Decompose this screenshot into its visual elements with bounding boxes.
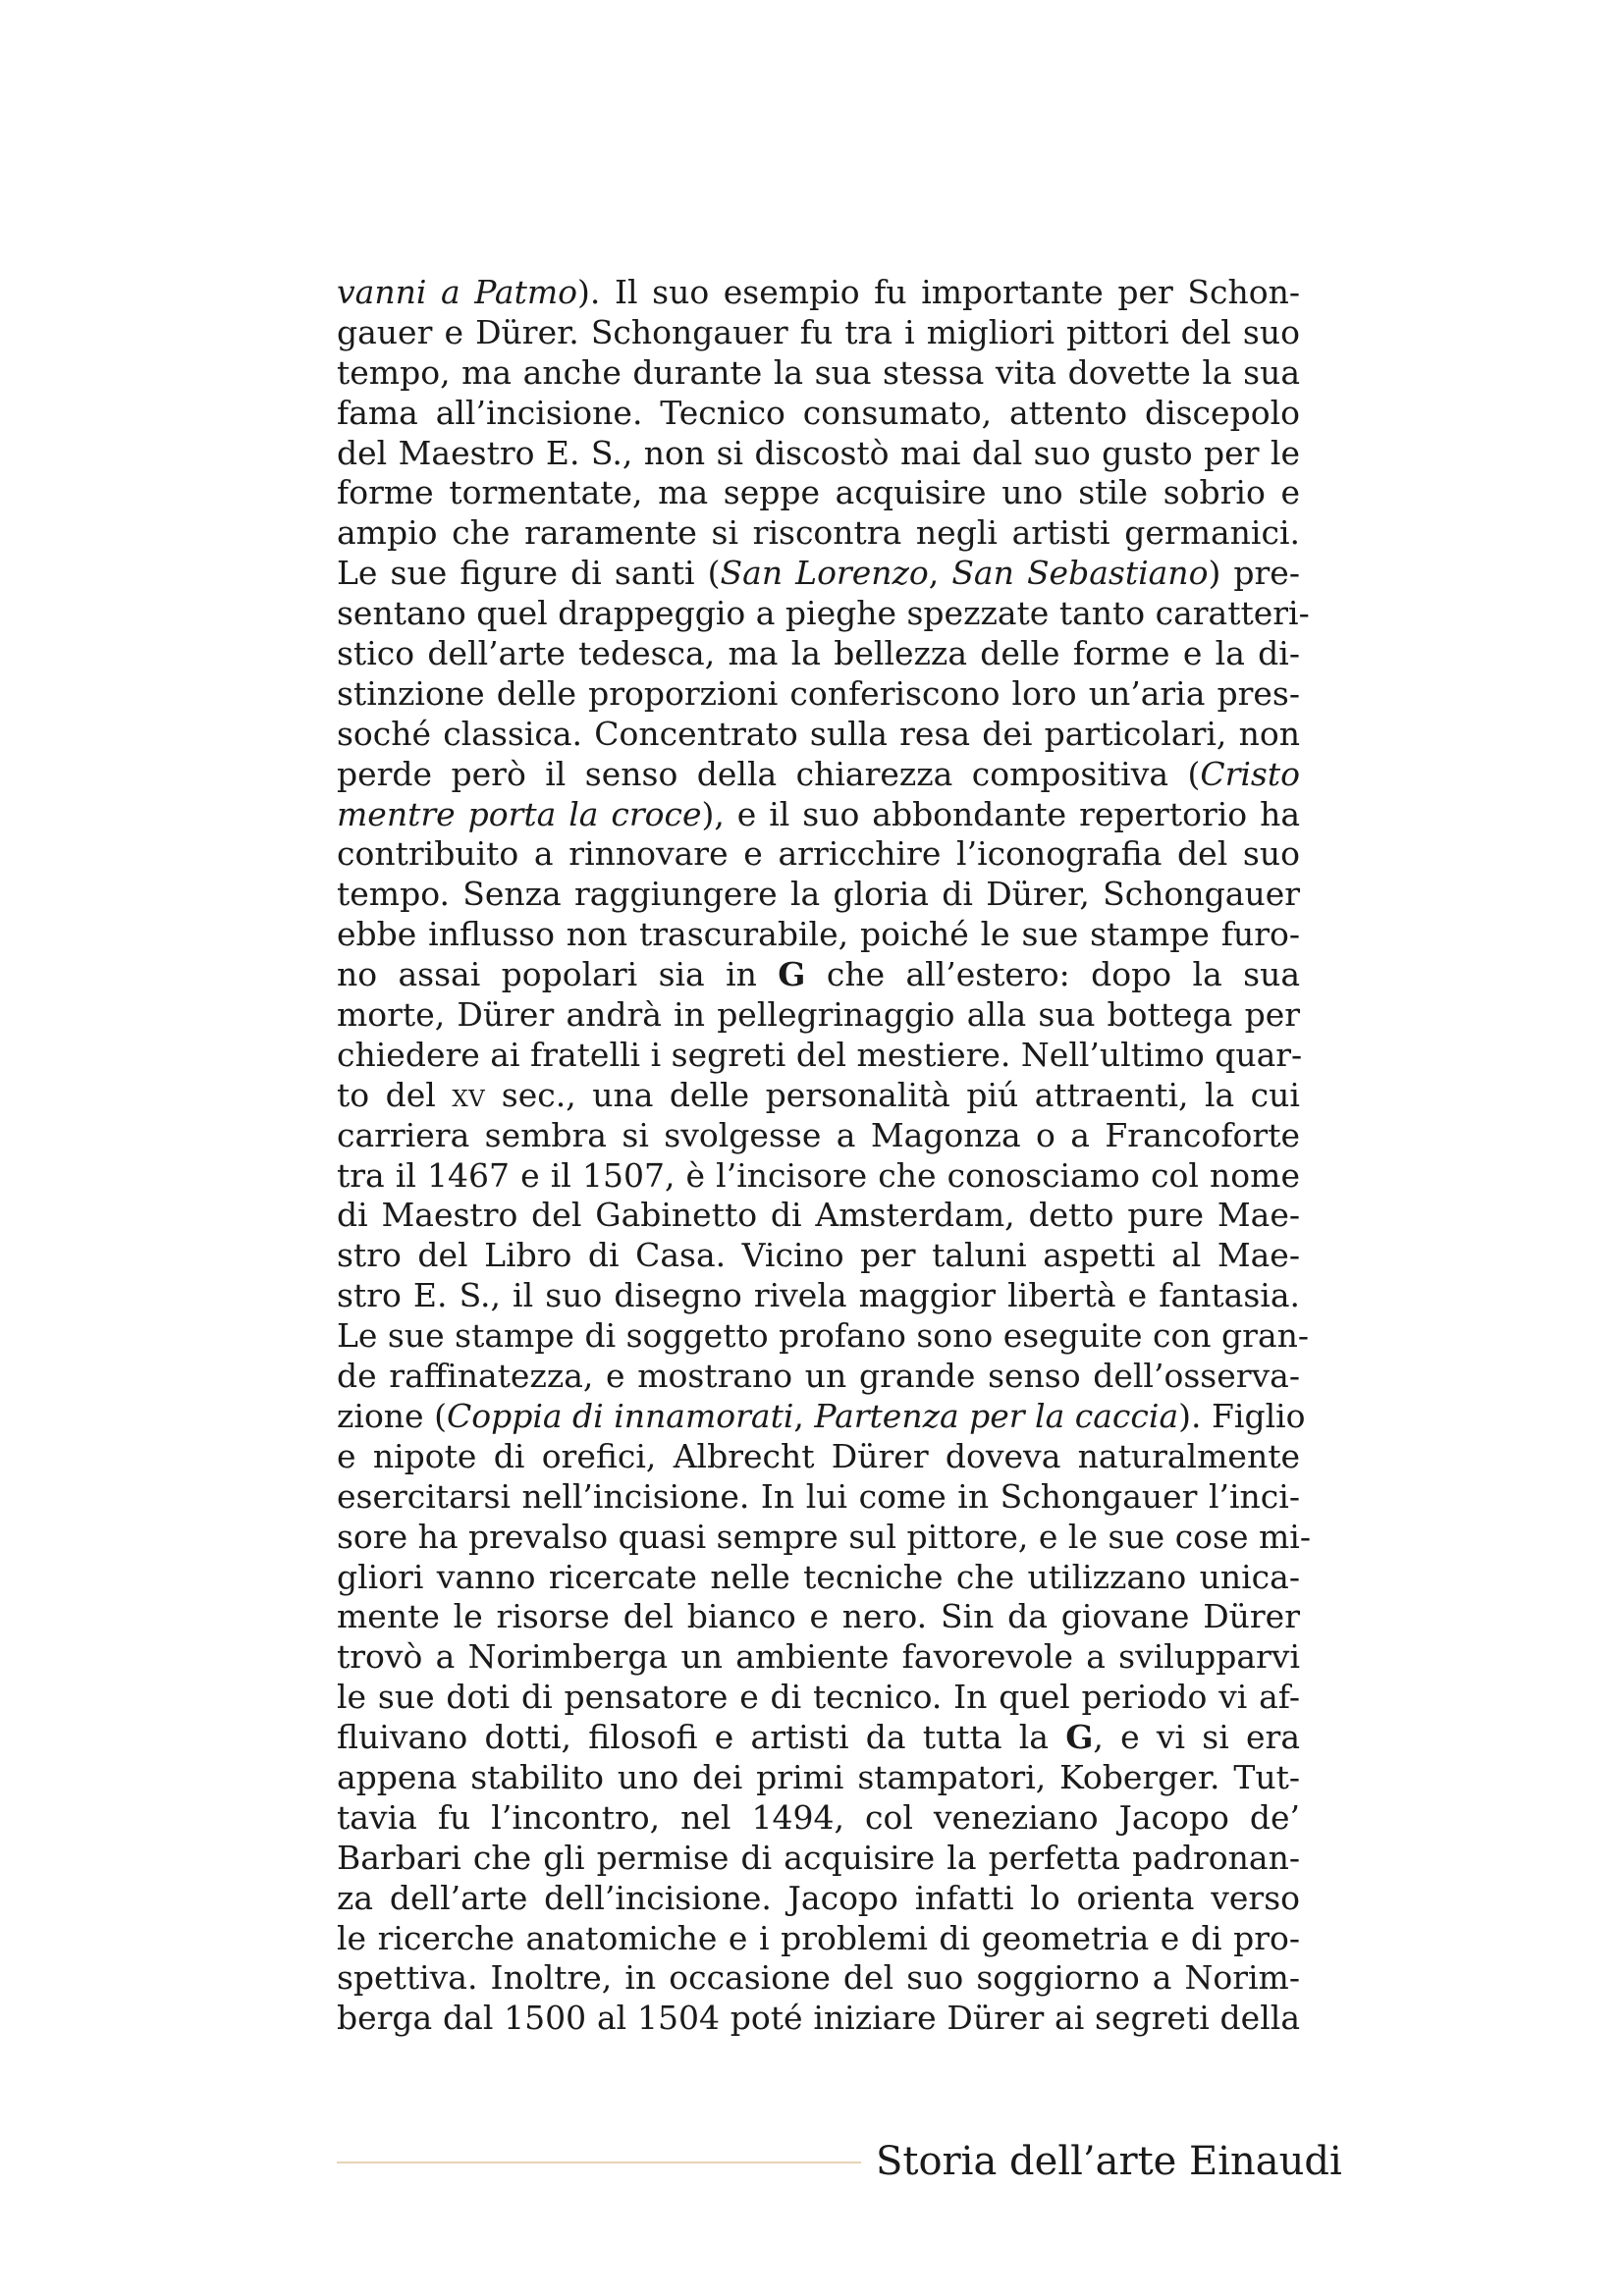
- text-line: [337, 353, 1300, 394]
- text-line: [337, 634, 1300, 674]
- text-run: sec., una delle personalità piú attraenti, la cui: [485, 1075, 1300, 1114]
- text-line: [337, 955, 1300, 995]
- italic-run: Partenza per la caccia: [814, 1396, 1179, 1435]
- text-run: esercitarsi nell’incisione. In lui come in Schongauer l’inci-: [337, 1476, 1300, 1516]
- footer-title: Storia dell’arte Einaudi: [876, 2139, 1342, 2184]
- text-run: stro E. S., il suo disegno rivela maggior libertà e fantasia.: [337, 1276, 1300, 1315]
- text-line: [337, 1316, 1310, 1357]
- text-run: tra il 1467 e il 1507, è l’incisore che conosciamo col nome: [337, 1155, 1300, 1195]
- text-run: tempo. Senza raggiungere la gloria di Dürer, Schongauer: [337, 875, 1300, 914]
- text-run: soché classica. Concentrato sulla resa dei particolari, non: [337, 714, 1300, 753]
- text-run: spettiva. Inoltre, in occasione del suo soggiorno a Norim-: [337, 1958, 1300, 1998]
- text-run: che all’estero: dopo la sua: [805, 955, 1300, 994]
- text-line: [337, 1437, 1300, 1477]
- text-line: [337, 554, 1300, 594]
- text-line: [337, 1156, 1300, 1197]
- italic-run: vanni a Patmo: [337, 273, 578, 311]
- text-line: [337, 1678, 1300, 1718]
- italic-run: San Lorenzo: [720, 554, 929, 593]
- text-line: [337, 875, 1300, 915]
- text-line: [337, 1517, 1311, 1558]
- text-run: carriera sembra si svolgesse a Magonza o a Francoforte: [337, 1115, 1300, 1154]
- text-line: [337, 995, 1300, 1036]
- text-line: [337, 1116, 1300, 1156]
- text-run: ampio che raramente si riscontra negli artisti germanici.: [337, 513, 1300, 553]
- smallcaps-run: xv: [452, 1075, 486, 1114]
- text-run: mente le risorse del bianco e nero. Sin da giovane Dürer: [337, 1597, 1300, 1636]
- text-line: [337, 394, 1300, 434]
- italic-run: San Sebastiano: [951, 554, 1209, 593]
- text-run: tempo, ma anche durante la sua stessa vita dovette la sua: [337, 352, 1300, 392]
- text-run: ). Figlio: [1178, 1396, 1306, 1435]
- text-line: [337, 1718, 1300, 1758]
- text-line: [337, 1276, 1300, 1316]
- footer-rule: [337, 2162, 861, 2163]
- text-run: zione (: [337, 1396, 447, 1435]
- italic-run: Cristo: [1200, 754, 1300, 793]
- text-line: [337, 1558, 1300, 1598]
- text-line: [337, 1236, 1300, 1276]
- text-run: Barbari che gli permise di acquisire la perfetta padronan-: [337, 1838, 1300, 1877]
- text-run: tavia fu l’incontro, nel 1494, col veneziano Jacopo de’: [337, 1797, 1300, 1837]
- text-run: gauer e Dürer. Schongauer fu tra i migliori pittori del suo: [337, 312, 1300, 351]
- bold-run: G: [778, 955, 806, 994]
- text-line: [337, 1879, 1300, 1919]
- text-run: stro del Libro di Casa. Vicino per taluni aspetti al Mae-: [337, 1236, 1300, 1275]
- text-run: chiedere ai fratelli i segreti del mestiere. Nell’ultimo quar-: [337, 1035, 1303, 1074]
- text-run: trovò a Norimberga un ambiente favorevole a svilupparvi: [337, 1637, 1300, 1677]
- text-run: stinzione delle proporzioni conferiscono loro un’aria pres-: [337, 673, 1300, 713]
- text-run: , e vi si era: [1093, 1718, 1300, 1757]
- text-line: [337, 313, 1300, 353]
- text-line: [337, 1357, 1300, 1397]
- text-run: ebbe influsso non trascurabile, poiché le sue stampe furo-: [337, 915, 1300, 954]
- italic-run: mentre porta la croce: [337, 794, 702, 833]
- text-line: [337, 1396, 1306, 1437]
- text-line: [337, 1999, 1300, 2039]
- text-line: [337, 1637, 1300, 1678]
- text-run: ) pre-: [1208, 554, 1300, 593]
- text-run: morte, Dürer andrà in pellegrinaggio alla sua bottega per: [337, 995, 1300, 1035]
- text-run: fluivano dotti, filosofi e artisti da tutta la: [337, 1718, 1066, 1757]
- text-line: [337, 1919, 1300, 1959]
- text-run: no assai popolari sia in: [337, 955, 779, 994]
- text-run: Le sue stampe di soggetto profano sono eseguite con gran-: [337, 1316, 1310, 1356]
- text-run: e nipote di orefici, Albrecht Dürer doveva naturalmente: [337, 1436, 1300, 1475]
- text-line: [337, 513, 1300, 554]
- text-run: appena stabilito uno dei primi stampatori, Koberger. Tut-: [337, 1757, 1300, 1796]
- text-line: [337, 594, 1310, 634]
- text-line: [337, 674, 1300, 715]
- text-run: ). Il suo esempio fu importante per Schon-: [577, 273, 1300, 311]
- text-line: [337, 1798, 1300, 1839]
- text-line: [337, 795, 1300, 835]
- text-run: del Maestro E. S., non si discostò mai dal suo gusto per le: [337, 433, 1300, 472]
- body-text: [337, 273, 1311, 2039]
- text-run: sore ha prevalso quasi sempre sul pittore, e le sue cose mi-: [337, 1517, 1311, 1556]
- text-line: [337, 1477, 1300, 1518]
- text-run: le ricerche anatomiche e i problemi di geometria e di pro-: [337, 1918, 1300, 1957]
- text-run: di Maestro del Gabinetto di Amsterdam, detto pure Mae-: [337, 1196, 1300, 1235]
- text-run: gliori vanno ricercate nelle tecniche che utilizzano unica-: [337, 1557, 1300, 1596]
- text-line: [337, 1196, 1300, 1236]
- text-line: [337, 1597, 1300, 1637]
- text-run: ,: [928, 554, 952, 593]
- text-line: [337, 834, 1300, 875]
- text-line: [337, 755, 1300, 795]
- text-run: de raffinatezza, e mostrano un grande senso dell’osserva-: [337, 1357, 1300, 1396]
- text-line: [337, 1035, 1303, 1076]
- italic-run: Coppia di innamorati: [446, 1396, 794, 1435]
- text-line: [337, 434, 1300, 474]
- text-run: forme tormentate, ma seppe acquisire uno stile sobrio e: [337, 473, 1300, 512]
- text-line: [337, 715, 1300, 755]
- text-line: [337, 473, 1300, 513]
- text-run: contribuito a rinnovare e arricchire l’iconografia del suo: [337, 834, 1300, 874]
- text-run: ,: [793, 1396, 815, 1435]
- text-run: fama all’incisione. Tecnico consumato, attento discepolo: [337, 393, 1300, 432]
- text-run: berga dal 1500 al 1504 poté iniziare Dürer ai segreti della: [337, 1999, 1300, 2038]
- text-run: ), e il suo abbondante repertorio ha: [701, 794, 1300, 833]
- text-line: [337, 273, 1300, 313]
- text-run: Le sue figure di santi (: [337, 554, 721, 593]
- text-run: to del: [337, 1075, 453, 1114]
- text-run: sentano quel drappeggio a pieghe spezzate tanto caratteri-: [337, 594, 1310, 633]
- text-line: [337, 1958, 1300, 1999]
- text-line: [337, 1076, 1300, 1116]
- text-run: za dell’arte dell’incisione. Jacopo infatti lo orienta verso: [337, 1878, 1300, 1917]
- text-line: [337, 1758, 1300, 1798]
- text-line: [337, 915, 1300, 955]
- text-run: le sue doti di pensatore e di tecnico. In quel periodo vi af-: [337, 1678, 1300, 1717]
- text-run: perde però il senso della chiarezza compositiva (: [337, 754, 1201, 793]
- text-run: stico dell’arte tedesca, ma la bellezza delle forme e la di-: [337, 634, 1300, 673]
- bold-run: G: [1065, 1718, 1094, 1757]
- text-line: [337, 1839, 1300, 1879]
